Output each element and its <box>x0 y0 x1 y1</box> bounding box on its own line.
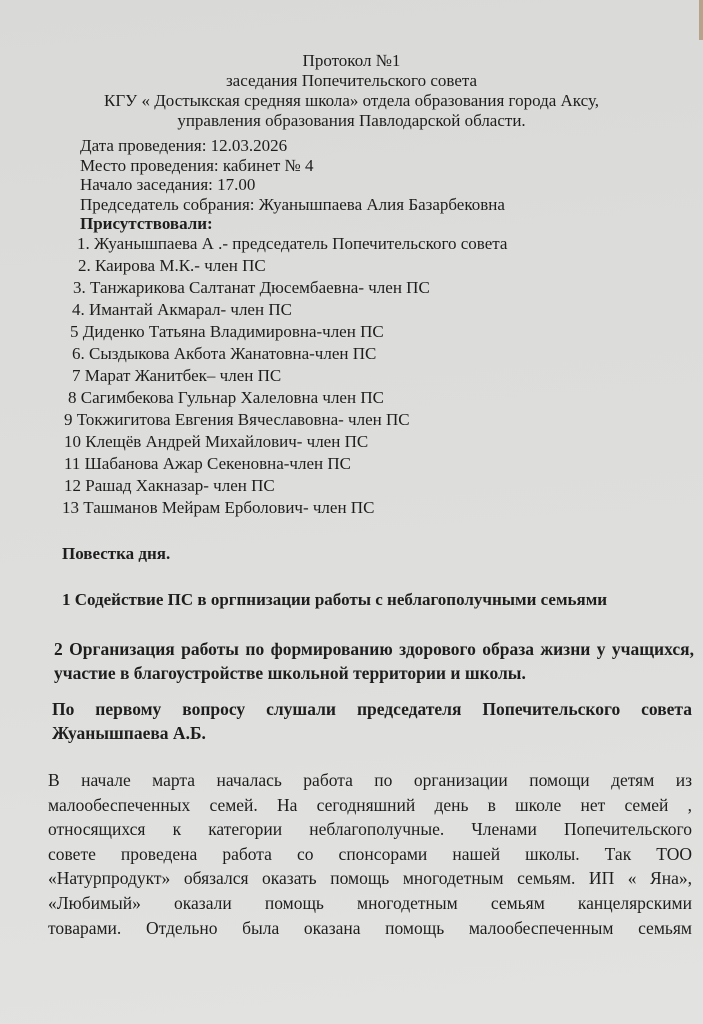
member-item: 3. Танжарикова Салтанат Дюсембаевна- член ПС <box>73 278 430 297</box>
first-question-heading: По первому вопросу слушали председателя Попечительского совета Жуанышпаева А.Б. <box>52 699 692 743</box>
members-list <box>62 233 507 519</box>
member-item: 9 Токжигитова Евгения Вячеславовна- член ПС <box>64 410 410 429</box>
document-header <box>0 51 703 131</box>
meeting-place: Место проведения: кабинет № 4 <box>80 155 314 175</box>
member-item: 1. Жуанышпаева А .- председатель Попечительского совета <box>77 234 508 253</box>
meeting-start: Начало заседания: 17.00 <box>80 175 256 194</box>
paragraph-line: «Натурпродукт» обязался оказать помощь многодетным семьям. ИП « Яна», <box>48 868 692 889</box>
discussion-paragraph <box>48 768 692 940</box>
paragraph-line: относящихся к категории неблагополучные. Членами Попечительского <box>48 819 692 840</box>
organization-line-2: управления образования Павлодарской области. <box>177 111 526 130</box>
document-subtitle: заседания Попечительского совета <box>225 71 478 90</box>
member-item: 11 Шабанова Ажар Секеновна-член ПС <box>64 454 351 473</box>
page-edge-shadow <box>699 0 703 40</box>
member-item: 10 Клещёв Андрей Михайлович- член ПС <box>64 432 369 451</box>
paragraph-line: В начале марта началась работа по организации помощи детям из <box>48 770 692 790</box>
paragraph-line: совете проведена работа со спонсорами нашей школы. Так ТОО <box>48 843 692 864</box>
member-item: 2. Каирова М.К.- член ПС <box>78 256 266 275</box>
member-item: 5 Диденко Татьяна Владимировна-член ПС <box>70 322 384 341</box>
paragraph-line: малообеспеченных семей. На сегодняшний день в школе нет семей , <box>48 794 692 815</box>
present-label: Присутствовали: <box>80 214 213 233</box>
organization-line-1: КГУ « Достыкская средняя школа» отдела образования города Аксу, <box>103 91 600 110</box>
member-item: 4. Имантай Акмарал- член ПС <box>72 300 292 319</box>
paragraph-line: товарами. Отдельно была оказана помощь малообеспеченным семьям <box>48 917 692 938</box>
agenda-heading: Повестка дня. <box>62 544 171 563</box>
member-item: 12 Рашад Хакназар- член ПС <box>64 476 275 495</box>
agenda-item-2: 2 Организация работы по формированию здорового образа жизни у учащихся, участие в благоустройстве школьной территории и школы. <box>54 639 694 683</box>
paragraph-line: «Любимый» оказали помощь многодетным семьям канцелярскими <box>48 892 692 913</box>
member-item: 8 Сагимбекова Гульнар Халеловна член ПС <box>68 388 384 407</box>
meeting-info <box>80 136 505 234</box>
member-item: 6. Сыздыкова Акбота Жанатовна-член ПС <box>72 344 377 363</box>
meeting-date: Дата проведения: 12.03.2026 <box>80 136 288 155</box>
member-item: 7 Марат Жанитбек– член ПС <box>72 366 282 385</box>
document-title: Протокол №1 <box>302 51 401 70</box>
meeting-chair: Председатель собрания: Жуанышпаева Алия Базарбековна <box>80 194 505 214</box>
member-item: 13 Ташманов Мейрам Ерболович- член ПС <box>62 498 375 517</box>
agenda-item-1: 1 Содействие ПС в оргпнизации работы с неблагополучными семьями <box>62 590 608 609</box>
